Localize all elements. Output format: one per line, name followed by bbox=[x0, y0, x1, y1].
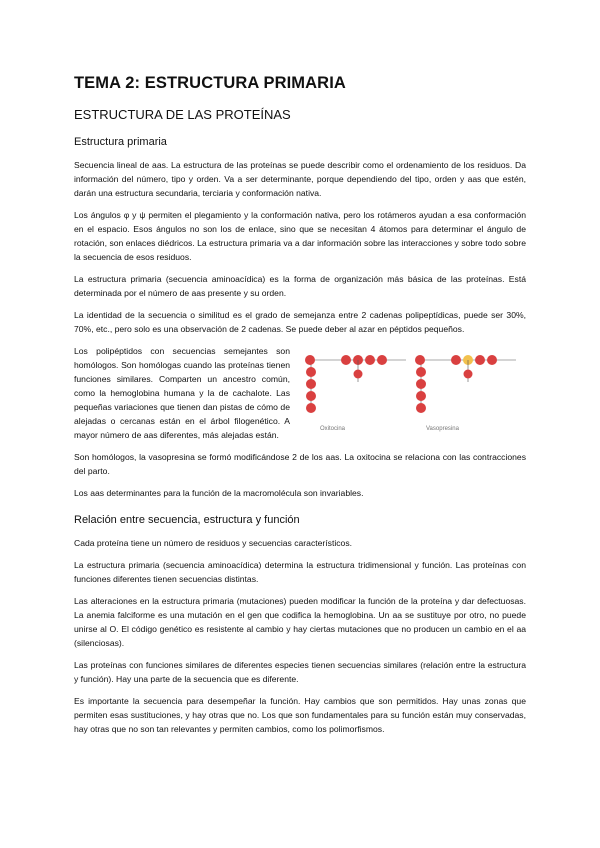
amino-acid-residue bbox=[416, 391, 426, 401]
oxitocina-caption: Oxitocina bbox=[320, 426, 346, 432]
amino-acid-residue bbox=[415, 355, 425, 365]
vasopresina-structure bbox=[415, 355, 516, 413]
amino-acid-residue bbox=[377, 355, 387, 365]
amino-acid-residue bbox=[306, 403, 316, 413]
paragraph: Cada proteína tiene un número de residuos y secuencias característicos. bbox=[74, 538, 353, 548]
paragraph: Los aas determinantes para la función de la macromolécula son invariables. bbox=[74, 488, 364, 498]
amino-acid-residue bbox=[416, 379, 426, 389]
section-heading-relacion: Relación entre secuencia, estructura y función bbox=[74, 514, 300, 526]
paragraph: La estructura primaria (secuencia aminoacídica) es la forma de organización más básica de las proteínas. Está determinada por el número de aas presente y su orden. bbox=[74, 274, 526, 298]
amino-acid-residue bbox=[305, 355, 315, 365]
amino-acid-residue bbox=[354, 370, 363, 379]
section-heading-estructura-primaria: Estructura primaria bbox=[74, 136, 167, 148]
paragraph: Secuencia lineal de aas. La estructura de las proteínas se puede describir como el ordenamiento de los residuos. Da información del número, tipo y orden. Va a ser determinante, porque dependiendo del tipo, orden y aas que estén, darán una estructura secundaria, terciaria y conformación nativa. bbox=[74, 160, 526, 198]
peptide-figure bbox=[298, 346, 530, 436]
paragraph: Son homólogos, la vasopresina se formó modificándose 2 de los aas. La oxitocina se relaciona con las contracciones del parto. bbox=[74, 452, 526, 476]
paragraph: La identidad de la secuencia o similitud es el grado de semejanza entre 2 cadenas polipeptídicas, puede ser 30%, 70%, etc., pero solo es una observación de 2 cadenas. Se puede deber al azar en péptidos pequeños. bbox=[74, 310, 526, 334]
paragraph: Las proteínas con funciones similares de diferentes especies tienen secuencias similares (relación entre la estructura y función). Hay una parte de la secuencia que es diferente. bbox=[74, 660, 526, 684]
amino-acid-residue bbox=[306, 379, 316, 389]
amino-acid-residue bbox=[475, 355, 485, 365]
page-title: TEMA 2: ESTRUCTURA PRIMARIA bbox=[74, 74, 346, 92]
amino-acid-residue bbox=[341, 355, 351, 365]
oxitocina-structure bbox=[305, 355, 406, 413]
amino-acid-residue bbox=[416, 367, 426, 377]
amino-acid-residue bbox=[487, 355, 497, 365]
amino-acid-residue bbox=[306, 367, 316, 377]
amino-acid-residue bbox=[451, 355, 461, 365]
paragraph: Es importante la secuencia para desempeñar la función. Hay cambios que son permitidos. Hay unas zonas que permiten esas sustituciones, y hay otras que no. Los que son fundamentales para su función están muy conservadas, hay otras que no son tan relevantes y permiten cambios, como los polimorfismos. bbox=[74, 696, 526, 734]
amino-acid-residue bbox=[464, 370, 473, 379]
peptide-diagram bbox=[298, 346, 530, 436]
paragraph: Las alteraciones en la estructura primaria (mutaciones) pueden modificar la función de la proteína y dar defectuosas. La anemia falciforme es una mutación en el gen que codifica la hemoglobina. Un aa se sustituye por otro, no puede unirse al O. El código genético es resistente al cambio y hay ciertas mutaciones que no producen un cambio en el aa (silenciosas). bbox=[74, 596, 526, 648]
page-subtitle: ESTRUCTURA DE LAS PROTEÍNAS bbox=[74, 107, 291, 122]
paragraph: Los ángulos φ y ψ permiten el plegamiento y la conformación nativa, pero los rotámeros ayudan a esa conformación en el espacio. Esos ángulos no son los de enlace, sino que se necesitan 4 átomos para determinar el ángulo de rotación, son enlaces diédricos. La estructura primaria va a dar información sobre las interacciones y sobre todo sobre la secuencia de esos residuos. bbox=[74, 210, 526, 262]
vasopresina-caption: Vasopresina bbox=[426, 426, 459, 432]
amino-acid-residue bbox=[306, 391, 316, 401]
paragraph: La estructura primaria (secuencia aminoacídica) determina la estructura tridimensional y función. Las proteínas con funciones diferentes tienen secuencias distintas. bbox=[74, 560, 526, 584]
document-content bbox=[74, 74, 526, 744]
paragraph: Los polipéptidos con secuencias semejantes son homólogos. Son homólogas cuando las proteínas tienen funciones similares. Comparten un ancestro común, como la hemoglobina humana y la de cachalote. Las pequeñas variaciones que tienen dan pistas de cómo de alejadas o cercanas están en el árbol filogenético. A mayor número de aas diferentes, más alejadas están. bbox=[74, 346, 290, 440]
amino-acid-residue bbox=[416, 403, 426, 413]
amino-acid-residue bbox=[365, 355, 375, 365]
